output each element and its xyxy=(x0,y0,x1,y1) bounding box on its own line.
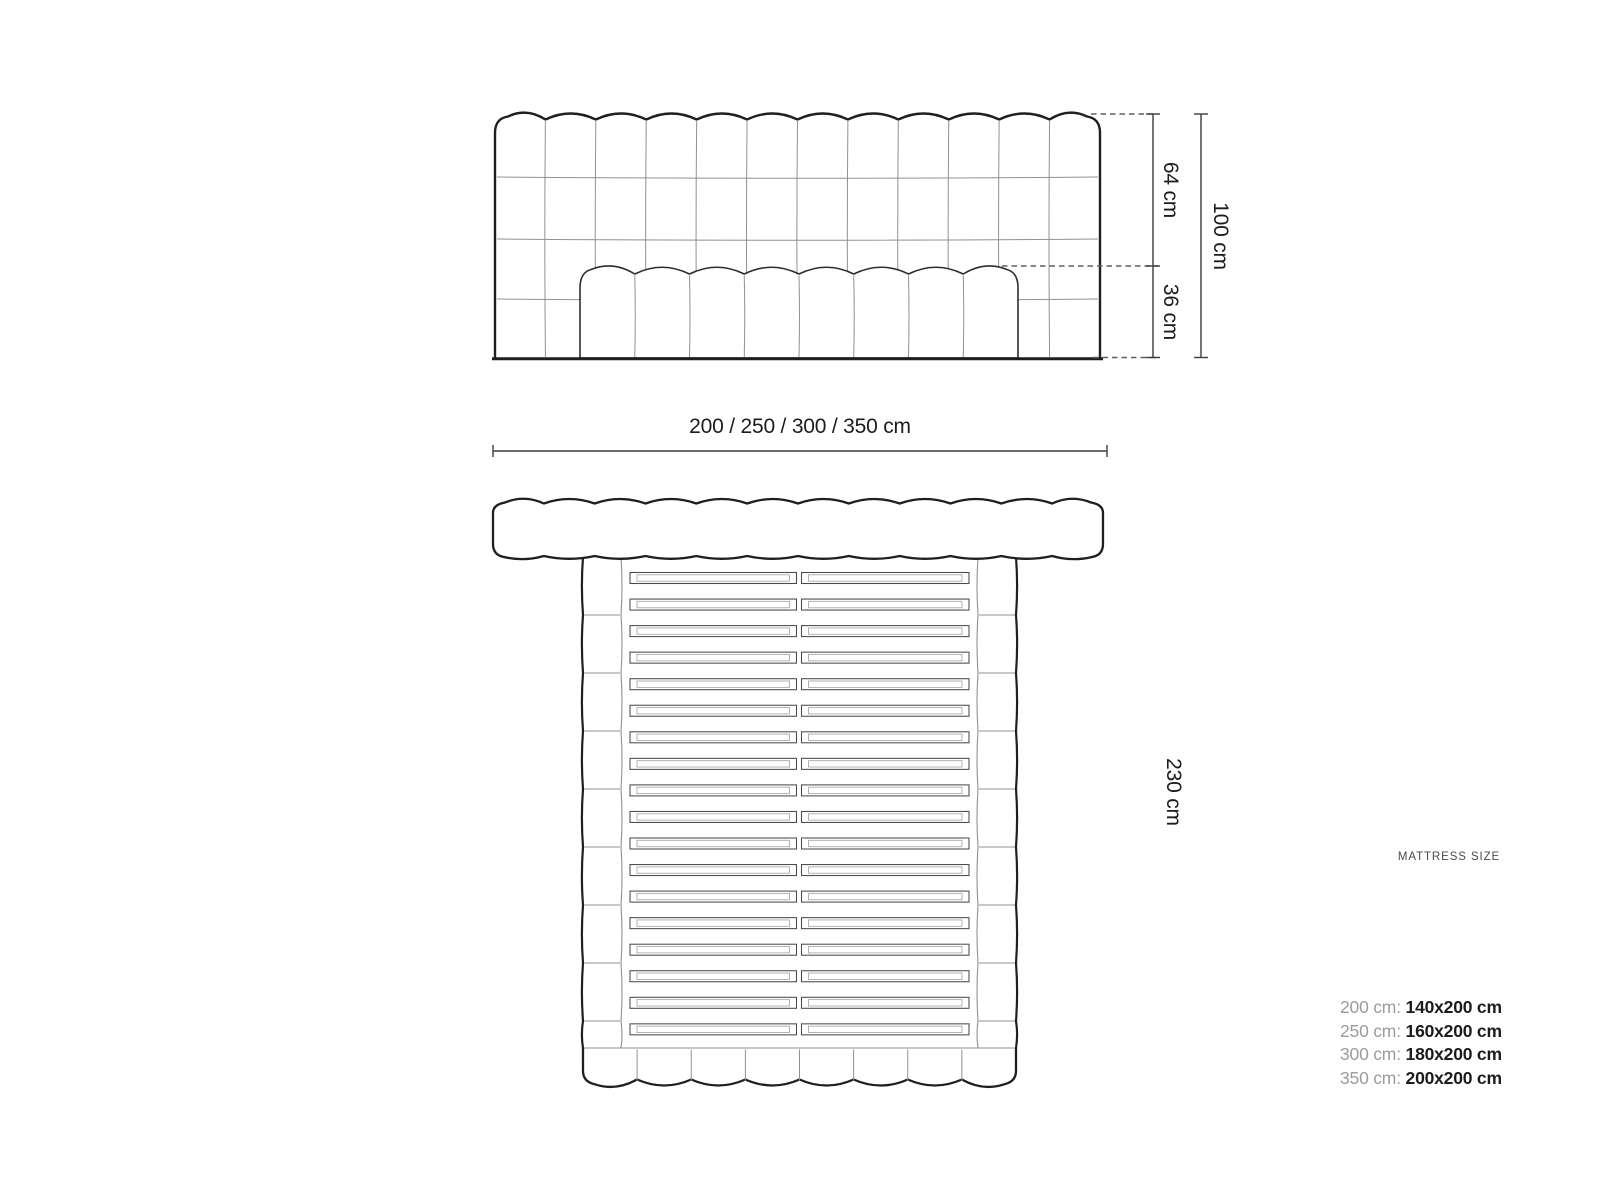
slat xyxy=(802,652,970,663)
width-dimension-line xyxy=(493,445,1107,457)
mattress-tuft-line xyxy=(690,276,691,358)
slat xyxy=(802,785,970,796)
slat xyxy=(630,785,797,796)
mattress-size-list xyxy=(1340,996,1502,1090)
dim-label-width-options: 200 / 250 / 300 / 350 cm xyxy=(689,415,911,438)
slat xyxy=(630,865,797,876)
size-row-250: 250 cm: 160x200 cm xyxy=(1340,1020,1502,1041)
dim-label-64cm: 64 cm xyxy=(1159,161,1182,219)
slat xyxy=(802,705,970,716)
slat xyxy=(630,573,797,584)
slat xyxy=(802,811,970,822)
slat xyxy=(630,918,797,929)
slat xyxy=(630,652,797,663)
slat xyxy=(630,971,797,982)
slat xyxy=(802,1024,970,1035)
slat xyxy=(802,599,970,610)
slat xyxy=(802,573,970,584)
slat xyxy=(802,758,970,769)
bed-front-elevation xyxy=(492,113,1103,359)
slat xyxy=(630,732,797,743)
dim-label-230cm: 230 cm xyxy=(1162,758,1185,826)
slat xyxy=(802,732,970,743)
slat xyxy=(630,679,797,690)
left-rail-inner xyxy=(621,557,622,1048)
slat xyxy=(630,891,797,902)
mattress-tuft-line xyxy=(854,276,855,358)
plan-headboard-outline xyxy=(493,499,1103,559)
slat xyxy=(630,626,797,637)
dim-label-36cm: 36 cm xyxy=(1159,283,1182,341)
slat xyxy=(630,1024,797,1035)
size-row-200: 200 cm: 140x200 cm xyxy=(1340,997,1502,1017)
slat xyxy=(630,811,797,822)
bed-top-plan-view xyxy=(493,499,1103,1087)
dim-label-100cm: 100 cm xyxy=(1209,202,1232,270)
size-row-350: 350 cm: 200x200 cm xyxy=(1340,1067,1502,1088)
slat xyxy=(802,971,970,982)
slat xyxy=(630,705,797,716)
slat xyxy=(630,838,797,849)
slat xyxy=(802,944,970,955)
slat xyxy=(802,997,970,1008)
mattress-tuft-line xyxy=(635,276,636,358)
slat xyxy=(802,891,970,902)
mattress-tuft-line xyxy=(744,276,745,358)
slat xyxy=(802,838,970,849)
left-rail-outer xyxy=(582,557,583,1048)
slat xyxy=(802,626,970,637)
right-rail-inner xyxy=(977,557,978,1048)
mattress-tuft-line xyxy=(799,276,800,358)
legend-title: MATTRESS SIZE xyxy=(1397,851,1501,863)
slat xyxy=(630,758,797,769)
slat xyxy=(630,599,797,610)
slat xyxy=(630,997,797,1008)
slat xyxy=(802,918,970,929)
slat xyxy=(802,865,970,876)
mattress-tuft-line xyxy=(963,276,964,358)
slat xyxy=(630,944,797,955)
mattress-tuft-line xyxy=(909,276,910,358)
slat xyxy=(802,679,970,690)
right-rail-outer xyxy=(1016,557,1017,1048)
size-row-300: 300 cm: 180x200 cm xyxy=(1340,1044,1502,1065)
